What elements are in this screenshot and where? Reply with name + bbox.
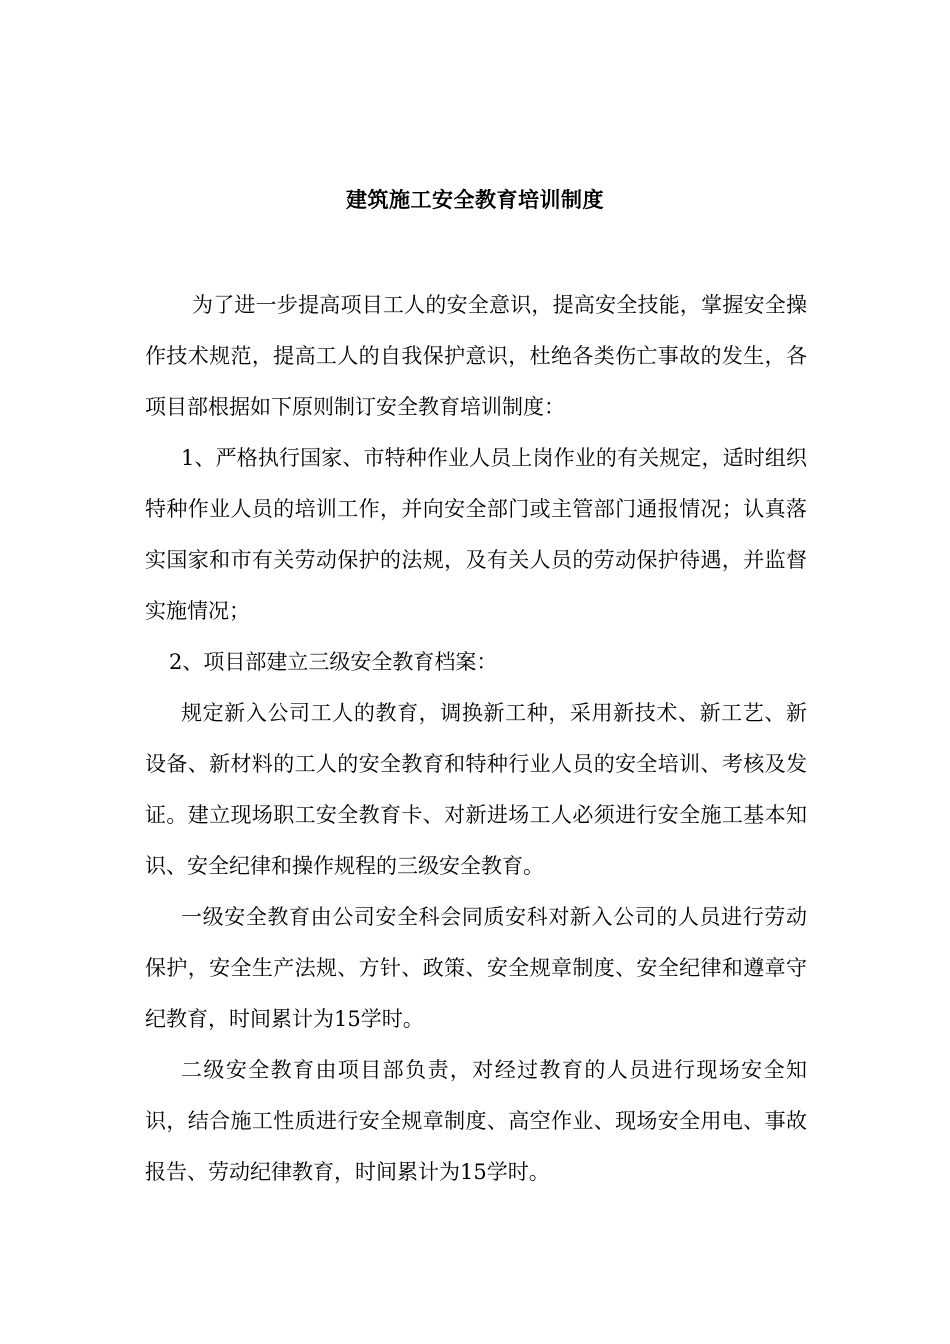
intro-paragraph: 为了进一步提高项目工人的安全意识，提高安全技能，掌握安全操作技术规范，提高工人的自我保护意识，杜绝各类伤亡事故的发生，各项目部根据如下原则制订安全教育培训制度： [145, 293, 807, 419]
level-1-education-paragraph: 一级安全教育由公司安全科会同质安科对新入公司的人员进行劳动保护，安全生产法规、方针、政策、安全规章制度、安全纪律和遵章守纪教育，时间累计为15学时。 [145, 905, 807, 1031]
level-2-education-paragraph: 二级安全教育由项目部负责，对经过教育的人员进行现场安全知识，结合施工性质进行安全规章制度、高空作业、现场安全用电、事故报告、劳动纪律教育，时间累计为15学时。 [145, 1058, 807, 1184]
rule-1-paragraph: 1、严格执行国家、市特种作业人员上岗作业的有关规定，适时组织特种作业人员的培训工作，并向安全部门或主管部门通报情况；认真落实国家和市有关劳动保护的法规，及有关人员的劳动保护待遇，并监督实施情况； [145, 446, 807, 623]
rule-2-paragraph: 2、项目部建立三级安全教育档案： [169, 650, 498, 674]
document-body [145, 280, 807, 1198]
education-rules-paragraph: 规定新入公司工人的教育，调换新工种，采用新技术、新工艺、新设备、新材料的工人的安全教育和特种行业人员的安全培训、考核及发证。建立现场职工安全教育卡、对新进场工人必须进行安全施工基本知识、安全纪律和操作规程的三级安全教育。 [145, 701, 807, 878]
document-title: 建筑施工安全教育培训制度 [346, 187, 604, 212]
